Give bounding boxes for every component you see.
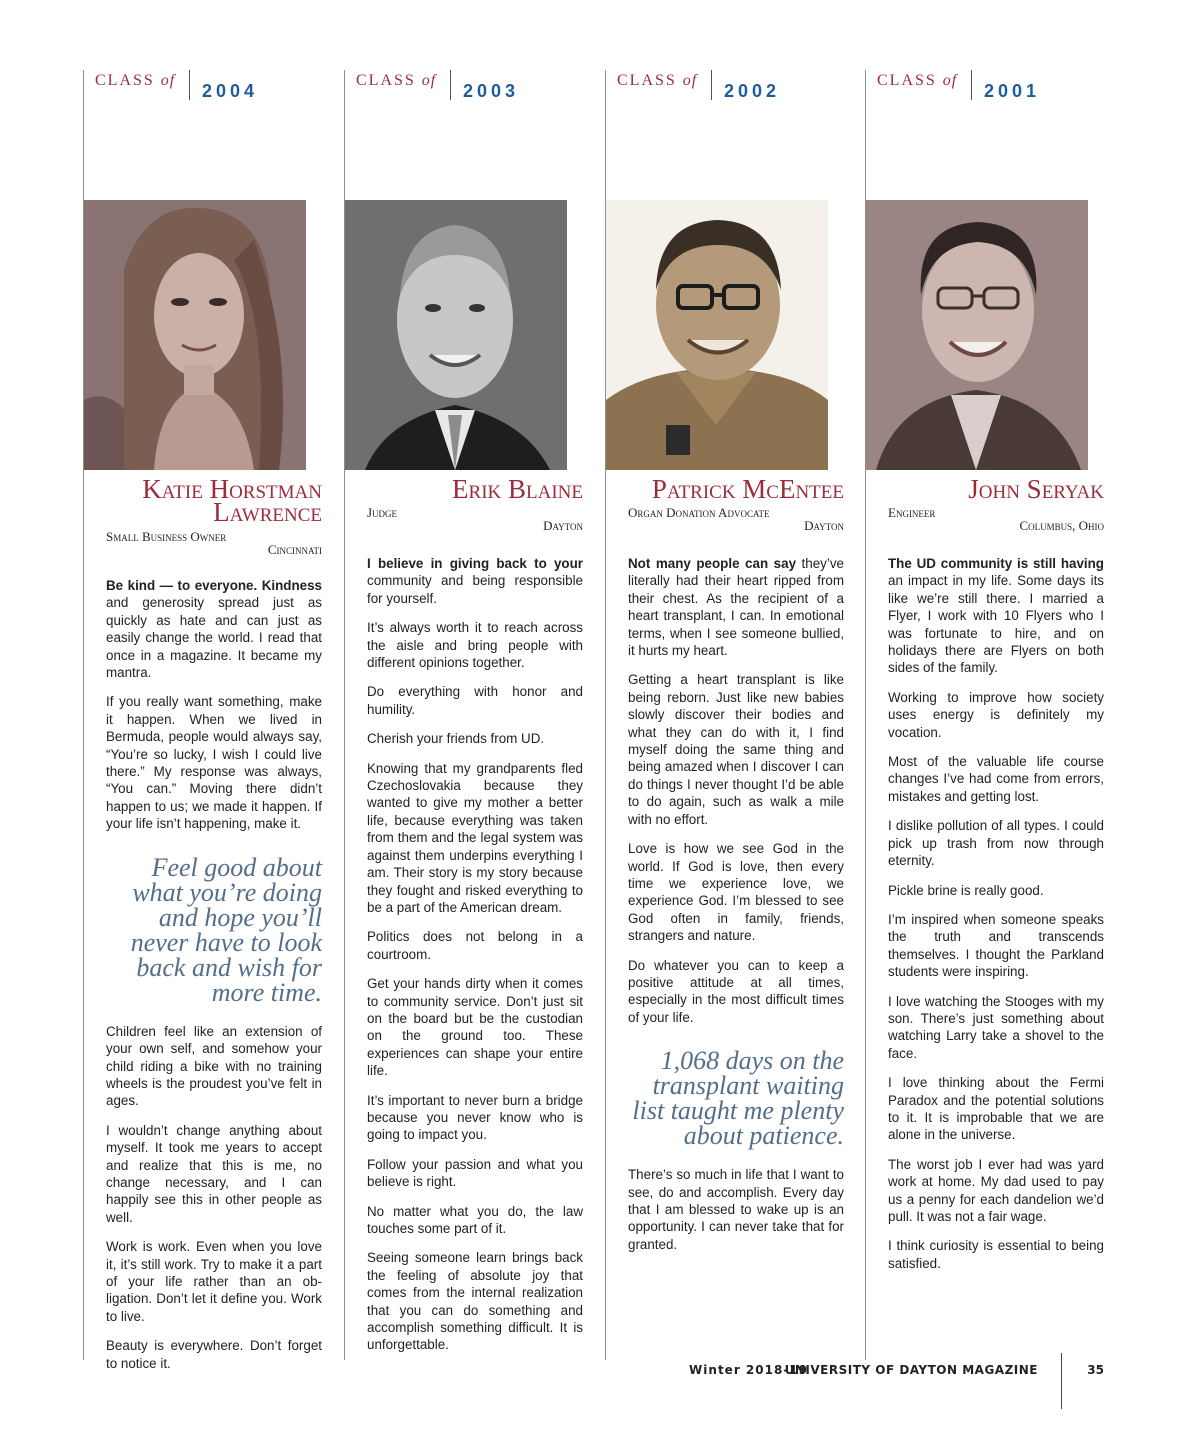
class-year: 2001 — [984, 81, 1041, 101]
pull-quote: Feel good about what you’re doing and hope you’ll never have to look back and wish for more time. — [130, 852, 322, 1007]
profile-body — [106, 577, 322, 1384]
portrait-photo — [606, 200, 828, 470]
role-location — [628, 506, 844, 532]
body-paragraph: I believe in giving back to your community and being responsible for yourself. — [367, 556, 583, 606]
role-location — [888, 506, 1104, 532]
class-header — [95, 70, 335, 110]
body-paragraph: Working to improve how society uses energy is definitely my vocation. — [888, 689, 1104, 740]
portrait-photo — [866, 200, 1088, 470]
body-paragraph: I love watching the Stooges with my son. There’s just something about watching Larry take a shovel to the face. — [888, 993, 1104, 1061]
body-paragraph: Be kind — to everyone. Kindness and generosity spread just as quickly as hate and can just as easily change the world. I read that once in a magazine. It became my mantra. — [106, 578, 322, 681]
body-paragraph: It’s always worth it to reach across the aisle and bring people with different opinions together. — [367, 620, 583, 671]
profile-body — [628, 555, 844, 1265]
body-paragraph: Do whatever you can to keep a positive attitude at all times, especially in the most difficult times of your life. — [628, 957, 844, 1025]
body-paragraph: It’s important to never burn a bridge because you never know who is going to impact you. — [367, 1092, 583, 1143]
profile-column-2004 — [83, 70, 344, 1371]
class-of-label: CLASS of — [877, 72, 958, 89]
body-paragraph: Getting a heart transplant is like being reborn. Just like new babies slowly discover their bodies and what they can do with it, I find myself doing the same thing and being amazed when I discover I can do things I never thought I’d be able to do again, such as walk a mile with no effort. — [628, 672, 844, 827]
body-paragraph: No matter what you do, the law touches some part of it. — [367, 1203, 583, 1236]
body-paragraph: Work is work. Even when you love it, it’s still work. Try to make it a part of your life rather than an ob-ligation. Don’t let it define you. Work to live. — [106, 1239, 322, 1324]
body-paragraph: Beauty is everywhere. Don’t forget to notice it. — [106, 1338, 322, 1371]
profile-body — [367, 555, 583, 1366]
body-paragraph: Seeing someone learn brings back the feeling of absolute joy that comes from the internal realization that you can do something and accomplish something difficult. It is unforgettable. — [367, 1250, 583, 1353]
body-paragraph: Knowing that my grandparents fled Czechoslovakia because they wanted to give my mother a better life, because everything was taken from them and the legal system was against them underpins everything I am. Their story is my story because they fought and risked everything to be a part of the American dream. — [367, 760, 583, 915]
class-year: 2002 — [724, 81, 781, 101]
profile-role: Organ Donation Advocate — [628, 505, 770, 520]
body-paragraph: I’m inspired when someone speaks the truth and transcends themselves. I thought the Parkland students were inspiring. — [888, 911, 1104, 980]
header-divider — [971, 70, 972, 100]
profile-name: Erik Blaine — [452, 474, 583, 504]
body-paragraph: I wouldn’t change anything about myself. It took me years to accept and realize that this is me, no change necessary, and I can happily see this in other people as well. — [106, 1122, 322, 1225]
body-paragraph: Get your hands dirty when it comes to community service. Don’t just sit on the board but be the custodian on the ground too. These experiences can shape your entire life. — [367, 976, 583, 1079]
role-location — [106, 530, 322, 556]
body-paragraph: I love thinking about the Fermi Paradox and the potential solutions to it. It is improbable that we are alone in the universe. — [888, 1075, 1104, 1143]
body-paragraph: I think curiosity is essential to being satisfied. — [888, 1238, 1104, 1271]
body-paragraph: The UD community is still having an impact in my life. Some days its like we’re still there. I married a Flyer, I work with 10 Flyers who I was fortunate to hire, and on holidays there are Flyers on both sides of the family. — [888, 556, 1104, 676]
body-paragraph: The worst job I ever had was yard work at home. My dad used to pay us a penny for each dandelion we’d pull. It was not a fair wage. — [888, 1156, 1104, 1224]
class-header — [617, 70, 857, 110]
body-paragraph: I dislike pollution of all types. I could pick up trash from now through eternity. — [888, 818, 1104, 869]
body-paragraph: If you really want something, make it happen. When we lived in Bermuda, people would always say, “You’re so lucky, I wish I could live there.” My response was always, “You can.” Moving there didn’t happen to us; we made it happen. If your life isn’t happening, make it. — [106, 694, 322, 832]
portrait-photo — [345, 200, 567, 470]
body-paragraph: Politics does not belong in a courtroom. — [367, 929, 583, 962]
profile-location: Columbus, Ohio — [1019, 518, 1104, 533]
class-year: 2003 — [463, 81, 520, 101]
profile-role: Small Business Owner — [106, 529, 227, 544]
body-paragraph: Love is how we see God in the world. If God is love, then every time we experience love, we experience God. I’m blessed to see God often in family, friends, strangers and nature. — [628, 841, 844, 944]
pull-quote: 1,068 days on the transplant waiting list taught me plenty about patience. — [632, 1046, 844, 1151]
class-of-label: CLASS of — [95, 72, 176, 89]
header-divider — [450, 70, 451, 100]
profile-location: Dayton — [804, 518, 844, 533]
profile-column-2002 — [605, 70, 866, 1360]
class-year: 2004 — [202, 81, 259, 101]
profile-name: Katie Horstman Lawrence — [142, 474, 322, 527]
footer-divider — [1061, 1353, 1062, 1409]
body-paragraph: Children feel like an extension of your own self, and somehow your child riding a bike with no training wheels is the proudest you’ve felt in ages. — [106, 1023, 322, 1109]
profile-column-2001 — [865, 70, 1126, 1360]
page-number: 35 — [1087, 1363, 1104, 1377]
body-paragraph: Follow your passion and what you believe is right. — [367, 1156, 583, 1190]
profile-role: Judge — [367, 505, 398, 520]
profile-name: Patrick McEntee — [651, 474, 844, 504]
profile-name: John Seryak — [968, 474, 1104, 504]
body-paragraph: There’s so much in life that I want to see, do and accomplish. Every day that I am blessed to wake up is an opportunity. I can never take that for granted. — [628, 1167, 844, 1252]
header-divider — [711, 70, 712, 100]
body-paragraph: Cherish your friends from UD. — [367, 731, 545, 747]
page-footer — [0, 1363, 1200, 1383]
class-of-label: CLASS of — [356, 72, 437, 89]
body-paragraph: Do everything with honor and humility. — [367, 684, 583, 717]
portrait-photo — [84, 200, 306, 470]
body-paragraph: Not many people can say they’ve literally had their heart ripped from their chest. As the recipient of a heart transplant, I can. In emotional terms, when I see someone bullied, it hurts my heart. — [628, 556, 844, 659]
body-paragraph: Pickle brine is really good. — [888, 882, 1044, 898]
body-paragraph: Most of the valuable life course changes I’ve had come from errors, mistakes and getting lost. — [888, 754, 1104, 804]
profile-column-2003 — [344, 70, 605, 1360]
magazine-title: UNIVERSITY OF DAYTON MAGAZINE — [784, 1363, 1038, 1377]
profile-location: Cincinnati — [267, 542, 322, 557]
profile-role: Engineer — [888, 505, 936, 520]
class-header — [877, 70, 1117, 110]
profile-body — [888, 555, 1104, 1284]
class-of-label: CLASS of — [617, 72, 698, 89]
class-header — [356, 70, 596, 110]
role-location — [367, 506, 583, 532]
profile-location: Dayton — [543, 518, 583, 533]
issue-season: Winter 2018-19 — [689, 1363, 808, 1377]
header-divider — [189, 70, 190, 100]
